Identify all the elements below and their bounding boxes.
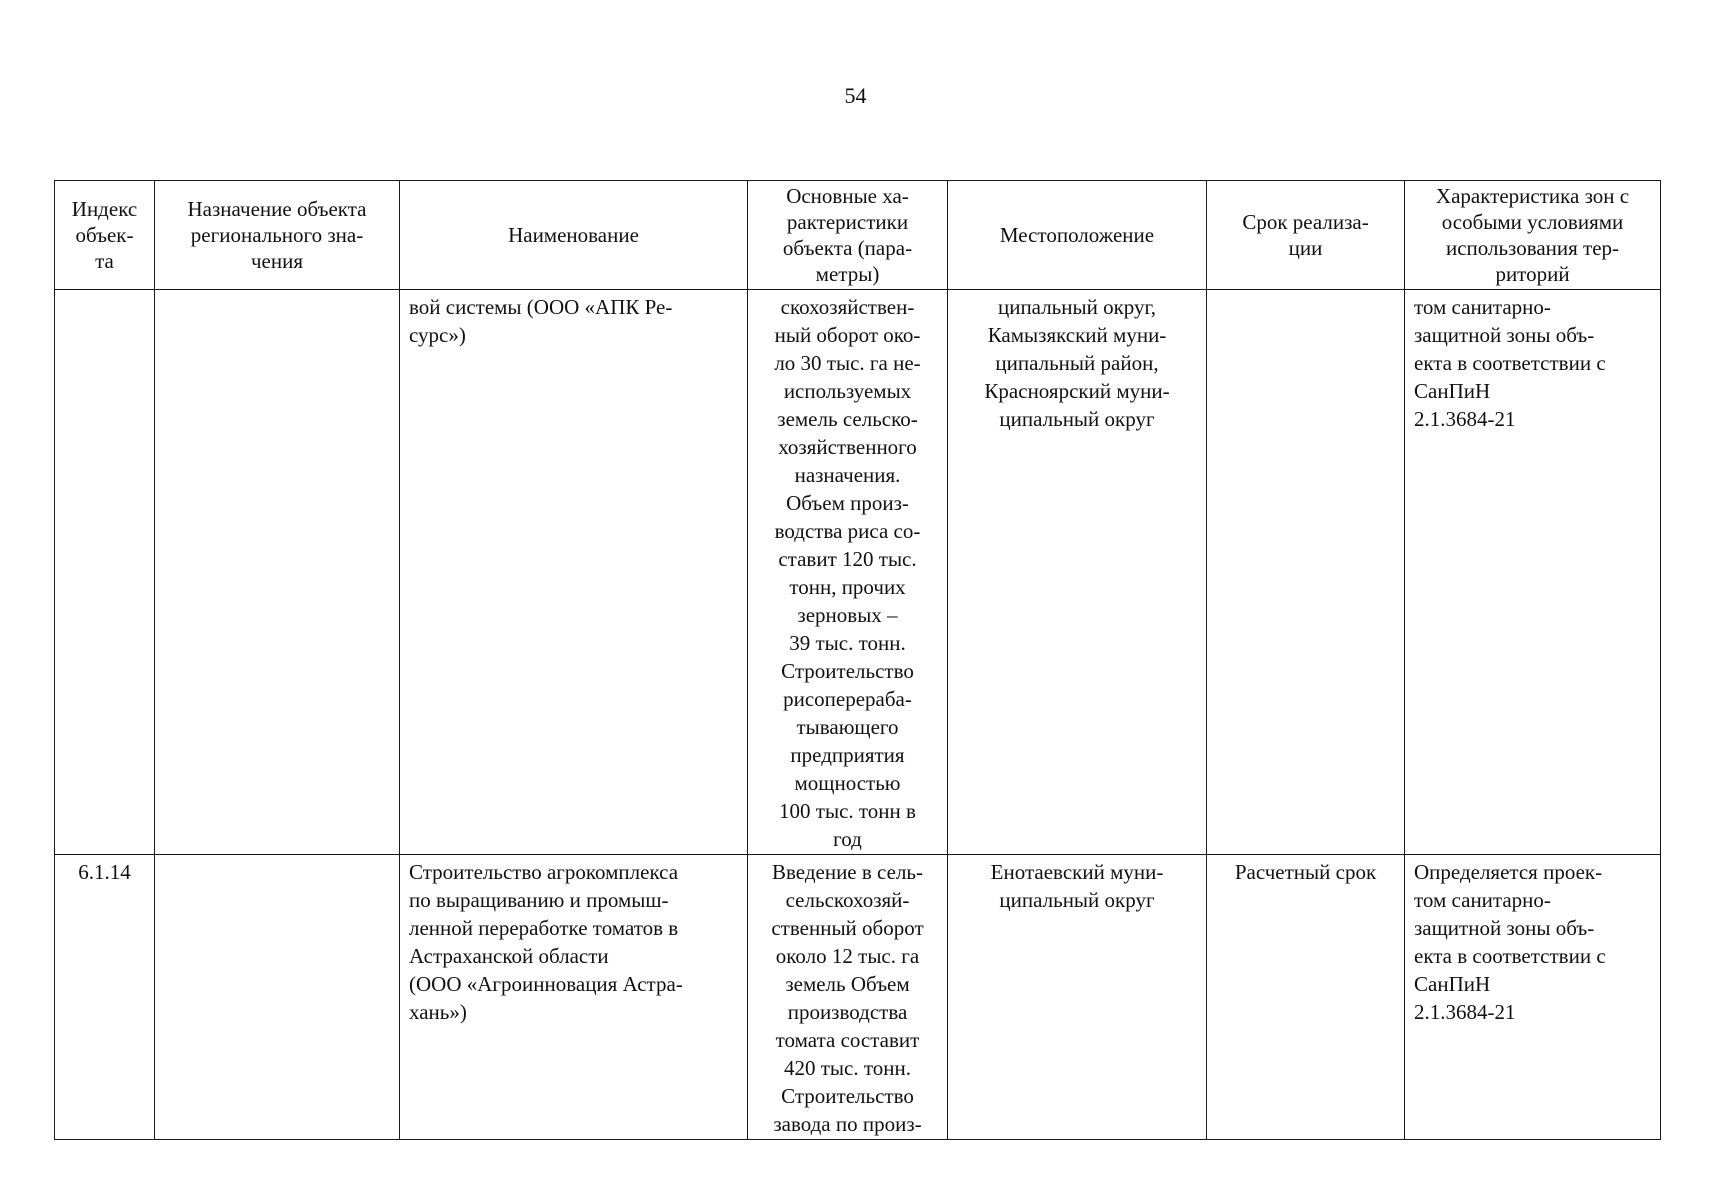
header-term: Срок реализа- ции [1207, 181, 1405, 290]
cell-purpose [155, 290, 400, 855]
cell-index: 6.1.14 [55, 855, 155, 1140]
header-name: Наименование [400, 181, 748, 290]
page-number: 54 [844, 83, 867, 108]
header-params: Основные ха- рактеристики объекта (пара- метры) [748, 181, 948, 290]
cell-index [55, 290, 155, 855]
cell-params: скохозяйствен- ный оборот око- ло 30 тыс. га не- используемых земель сельско- хозяйственного назначения. Объем произ- водства риса со- ставит 120 тыс. тонн, прочих зерновых – 39 тыс. тонн. Строительство рисоперераба- тывающего предприятия мощностью 100 тыс. тонн в год [748, 290, 948, 855]
table-row [55, 855, 1661, 1140]
cell-term: Расчетный срок [1207, 855, 1405, 1140]
cell-name: Строительство агрокомплекса по выращиванию и промыш- ленной переработке томатов в Астраханской области (ООО «Агроинновация Астра- хань») [400, 855, 748, 1140]
header-purpose: Назначение объекта регионального зна- чения [155, 181, 400, 290]
header-zones: Характеристика зон с особыми условиями использования тер- риторий [1405, 181, 1661, 290]
header-index: Индекс объек- та [55, 181, 155, 290]
cell-location: ципальный округ, Камызякский муни- ципальный район, Красноярский муни- ципальный округ [948, 290, 1207, 855]
objects-table [54, 180, 1661, 1140]
header-location: Местоположение [948, 181, 1207, 290]
cell-zones: Определяется проек- том санитарно- защитной зоны объ- екта в соответствии с СанПиН 2.1.3684-21 [1405, 855, 1661, 1140]
cell-params: Введение в сель- сельскохозяй- ственный оборот около 12 тыс. га земель Объем производства томата составит 420 тыс. тонн. Строительство завода по произ- [748, 855, 948, 1140]
cell-purpose [155, 855, 400, 1140]
cell-term [1207, 290, 1405, 855]
table-header-row [55, 181, 1661, 290]
cell-location: Енотаевский муни- ципальный округ [948, 855, 1207, 1140]
table-row [55, 290, 1661, 855]
cell-name: вой системы (ООО «АПК Ре- сурс») [400, 290, 748, 855]
cell-zones: том санитарно- защитной зоны объ- екта в соответствии с СанПиН 2.1.3684-21 [1405, 290, 1661, 855]
